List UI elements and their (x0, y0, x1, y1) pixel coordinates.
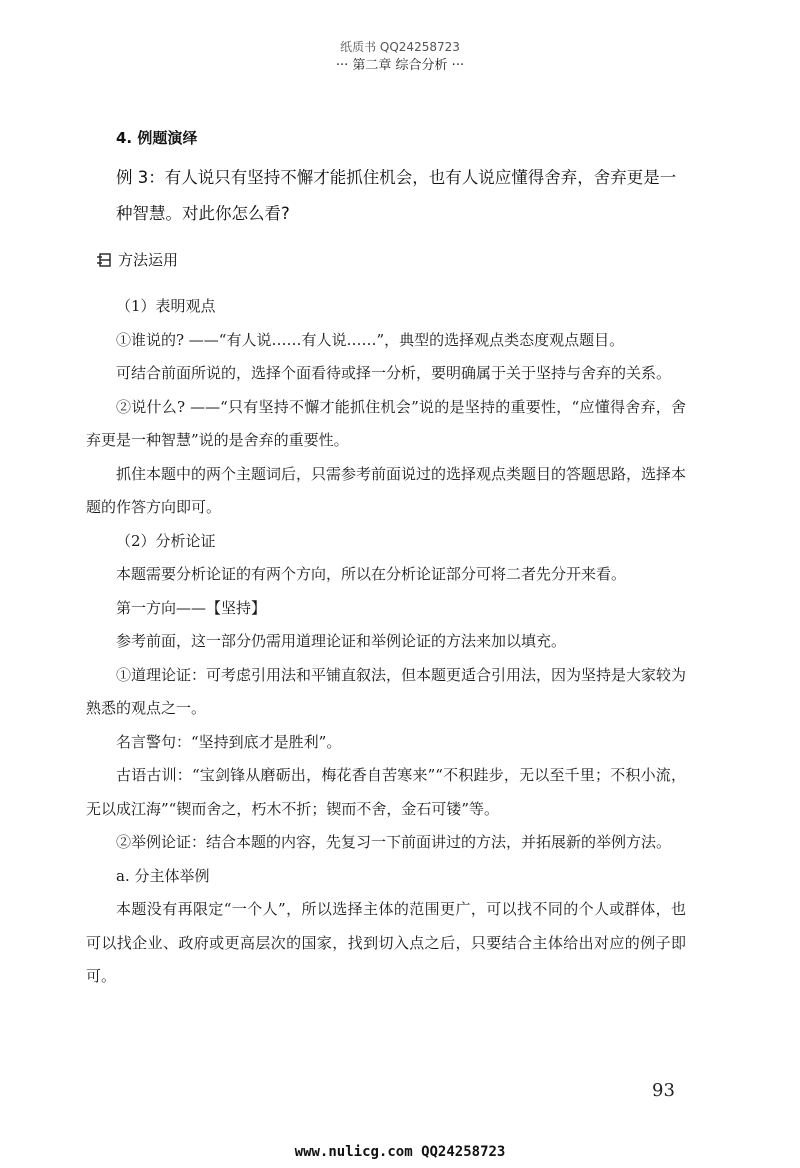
paragraph: ②说什么? ——“只有坚持不懈才能抓住机会”说的是坚持的重要性，“应懂得舍弃，舍弃更是一种智慧”说的是舍弃的重要性。 (86, 397, 686, 449)
footer-url: www.nulicg.com QQ24258723 (294, 1144, 506, 1160)
paragraph: 可结合前面所说的，选择个面看待或择一分析，要明确属于关于坚持与舍弃的关系。 (116, 364, 672, 382)
page-number: 93 (652, 1080, 675, 1101)
paragraph: ②举例论证：结合本题的内容，先复习一下前面讲过的方法，并拓展新的举例方法。 (116, 833, 672, 851)
method-icon (96, 252, 112, 268)
running-head: ··· 第二章 综合分析 ··· (335, 58, 465, 73)
paragraph: ①道理论证：可考虑引用法和平铺直叙法，但本题更适合引用法，因为坚持是大家较为熟悉的观点之一。 (86, 665, 687, 717)
paragraph: 本题没有再限定“一个人”，所以选择主体的范围更广，可以找不同的个人或群体，也可以找企业、政府或更高层次的国家，找到切入点之后，只要结合主体给出对应的例子即可。 (86, 900, 686, 985)
paragraph: （2）分析论证 (116, 531, 216, 550)
paragraph: 本题需要分析论证的有两个方向，所以在分析论证部分可将二者先分开来看。 (116, 565, 627, 583)
body-text (86, 290, 686, 994)
watermark-text: 纸质书 QQ24258723 (340, 40, 460, 54)
section-heading: 4. 例题演绎 (116, 129, 198, 147)
method-heading (96, 249, 178, 270)
method-label: 方法运用 (118, 251, 179, 269)
paragraph: 古语古训：“宝剑锋从磨砺出，梅花香自苦寒来”“不积跬步，无以至千里；不积小流，无以成江海”“锲而舍之，朽木不折；锲而不舍，金石可镂”等。 (86, 766, 686, 818)
paragraph: 参考前面，这一部分仍需用道理论证和举例论证的方法来加以填充。 (116, 632, 567, 650)
paragraph: 抓住本题中的两个主题词后，只需参考前面说过的选择观点类题目的答题思路，选择本题的作答方向即可。 (86, 464, 687, 516)
example-question: 例 3：有人说只有坚持不懈才能抓住机会，也有人说应懂得舍弃，舍弃更是一种智慧。对此你怎么看? (116, 168, 677, 223)
paragraph: ①谁说的? ——“有人说……有人说……”，典型的选择观点类态度观点题目。 (116, 330, 625, 349)
paragraph: a. 分主体举例 (116, 866, 210, 885)
paragraph: （1）表明观点 (116, 297, 216, 315)
paragraph: 名言警句：“坚持到底才是胜利”。 (116, 732, 342, 751)
paragraph: 第一方向——【坚持】 (116, 598, 267, 617)
